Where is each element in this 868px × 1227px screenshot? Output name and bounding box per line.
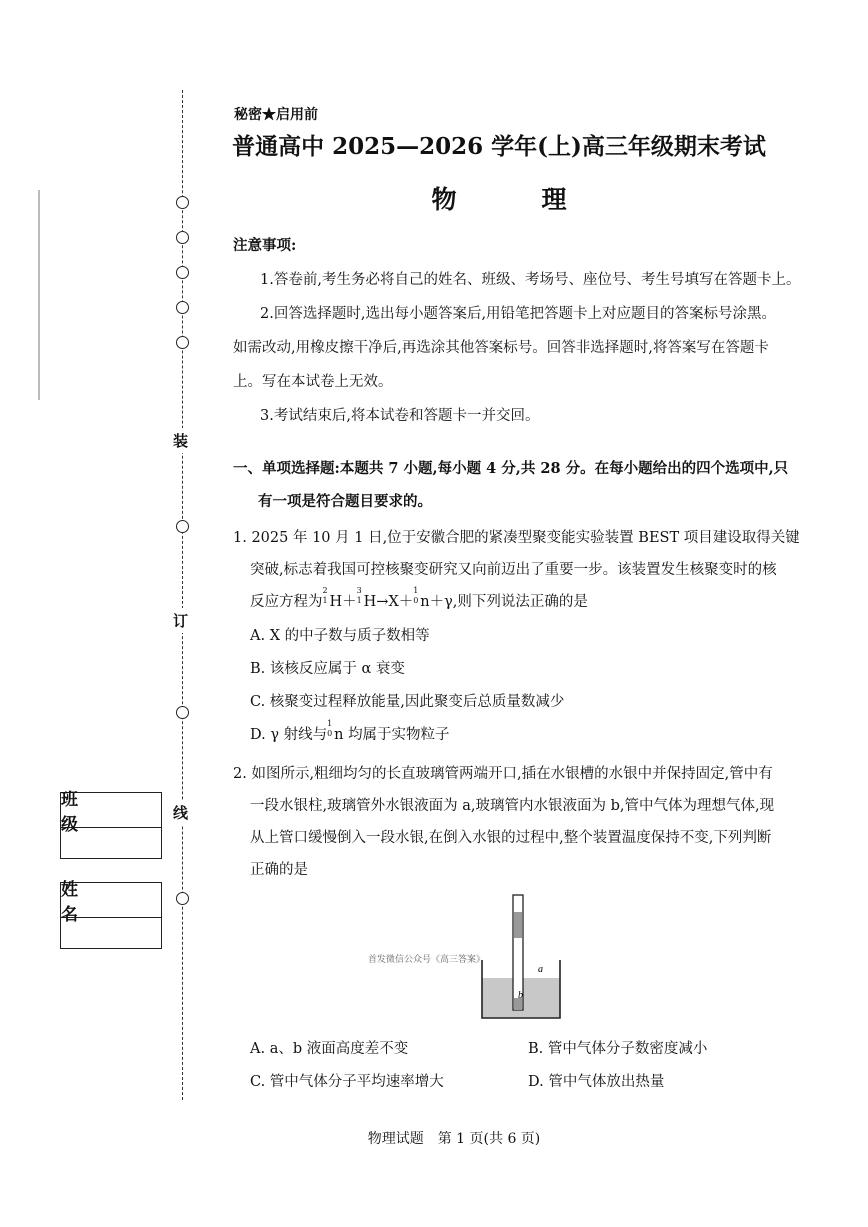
binding-hole	[176, 706, 189, 719]
q1-text-pre: 反应方程为	[250, 594, 323, 610]
q1-text: 1. 2025 年 10 月 1 日,位于安徽合肥的紧凑型聚变能实验装置 BEST 项目建设取得关键	[233, 530, 800, 546]
name-field-box	[60, 882, 162, 949]
exam-title: 普通高中 2025—2026 学年(上)高三年级期末考试	[232, 133, 766, 160]
q2-option-c: C. 管中气体分子平均速率增大	[250, 1074, 444, 1090]
q1-option-c: C. 核聚变过程释放能量,因此聚变后总质量数减少	[250, 694, 565, 710]
binding-hole	[176, 231, 189, 244]
name-label: 姓 名	[61, 883, 161, 918]
q1-text: 突破,标志着我国可控核聚变研究又向前迈出了重要一步。该装置发生核聚变时的核	[250, 562, 777, 578]
q1-option-d-pre: D. γ 射线与	[250, 727, 328, 743]
secret-mark: 秘密★启用前	[234, 107, 318, 123]
q2-text: 从上管口缓慢倒入一段水银,在倒入水银的过程中,整个装置温度保持不变,下列判断	[250, 830, 772, 846]
q1-option-d: D. γ 射线与 1 0 n 均属于实物粒子	[250, 719, 450, 743]
q2-text: 一段水银柱,玻璃管外水银液面为 a,玻璃管内水银液面为 b,管中气体为理想气体,现	[250, 798, 775, 814]
q2-text: 正确的是	[250, 862, 308, 878]
notice-item: 3.考试结束后,将本试卷和答题卡一并交回。	[260, 408, 540, 424]
subject-title: 物 理	[431, 185, 597, 214]
notice-item: 1.答卷前,考生务必将自己的姓名、班级、考场号、座位号、考生号填写在答题卡上。	[260, 272, 801, 288]
q2-option-a: A. a、b 液面高度差不变	[250, 1041, 409, 1057]
q2-option-b: B. 管中气体分子数密度减小	[528, 1041, 708, 1057]
scan-artifact	[38, 190, 40, 400]
class-label: 班 级	[61, 793, 161, 828]
notice-item: 如需改动,用橡皮擦干净后,再选涂其他答案标号。回答非选择题时,将答案写在答题卡	[233, 340, 769, 356]
label-b: b	[518, 990, 523, 1001]
notice-item: 上。写在本试卷上无效。	[233, 374, 393, 390]
binding-char-xian: 线	[173, 800, 188, 825]
label-a: a	[538, 964, 543, 975]
section-heading: 一、单项选择题:本题共 7 小题,每小题 4 分,共 28 分。在每小题给出的四个选项中,只	[233, 460, 789, 477]
binding-hole	[176, 892, 189, 905]
binding-hole	[176, 336, 189, 349]
notice-heading: 注意事项:	[233, 237, 297, 254]
q2-option-d: D. 管中气体放出热量	[528, 1074, 665, 1090]
q2-text: 2. 如图所示,粗细均匀的长直玻璃管两端开口,插在水银槽的水银中并保持固定,管中有	[233, 766, 773, 782]
binding-char-ding: 订	[173, 608, 188, 633]
binding-char-zhuang: 装	[173, 428, 188, 453]
q1-text-post: ,则下列说法正确的是	[452, 594, 588, 610]
binding-hole	[176, 520, 189, 533]
q1-option-b: B. 该核反应属于 α 衰变	[250, 661, 405, 677]
mercury-column	[514, 912, 522, 938]
nuclear-equation: 2 1 H＋ 3 1 H→X＋ 1 0 n＋γ	[322, 586, 453, 610]
notice-item: 2.回答选择题时,选出每小题答案后,用铅笔把答题卡上对应题目的答案标号涂黑。	[260, 306, 777, 322]
q1-option-a: A. X 的中子数与质子数相等	[250, 628, 430, 644]
q1-text	[250, 586, 588, 611]
q1-option-d-post: 均属于实物粒子	[348, 727, 450, 743]
page-footer: 物理试题 第 1 页(共 6 页)	[367, 1131, 541, 1147]
binding-hole	[176, 266, 189, 279]
binding-hole	[176, 301, 189, 314]
class-field-box	[60, 792, 162, 859]
watermark-text: 首发微信公众号《高三答案》	[368, 955, 486, 965]
section-heading-cont: 有一项是符合题目要求的。	[258, 493, 432, 510]
